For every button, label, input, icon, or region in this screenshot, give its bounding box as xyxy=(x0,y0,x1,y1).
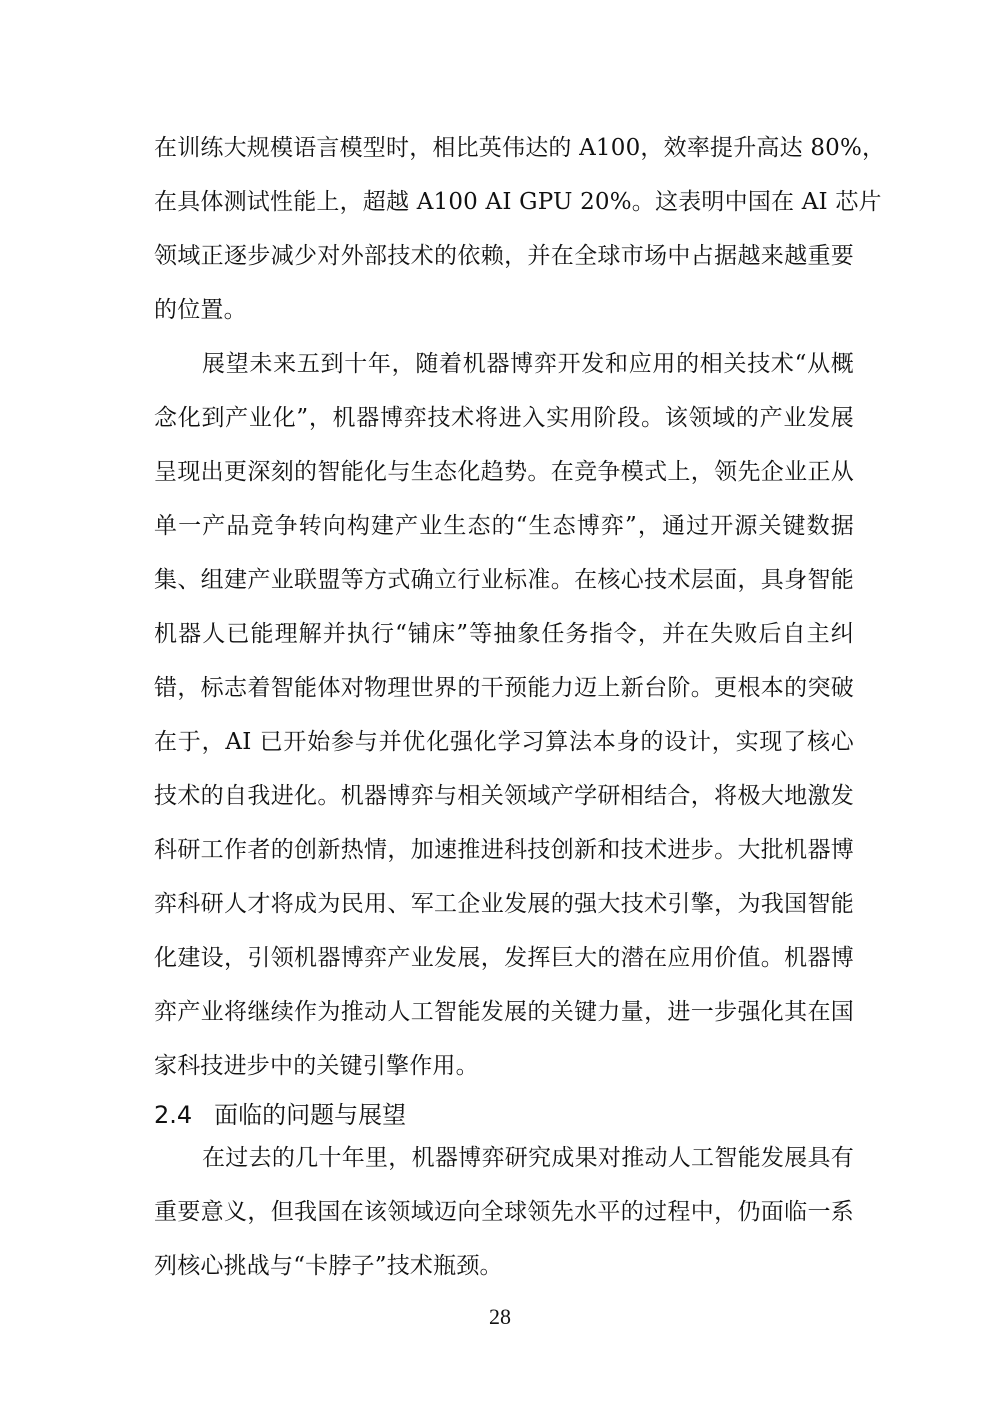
section-title: 面临的问题与展望 xyxy=(214,1101,407,1129)
text-line: 的位置。 xyxy=(154,297,247,323)
section-heading xyxy=(154,1096,854,1138)
text-line: 展望未来五到十年，随着机器博弈开发和应用的相关技术“从概 xyxy=(202,351,854,377)
text-line: 领域正逐步减少对外部技术的依赖，并在全球市场中占据越来越重要 xyxy=(154,243,854,269)
body-text xyxy=(154,128,886,1300)
text-line: 念化到产业化”，机器博弈技术将进入实用阶段。该领域的产业发展 xyxy=(154,405,854,431)
text-line: 重要意义，但我国在该领域迈向全球领先水平的过程中，仍面临一系 xyxy=(154,1199,854,1225)
paragraph-2 xyxy=(154,344,854,1100)
text-line: 集、组建产业联盟等方式确立行业标准。在核心技术层面，具身智能 xyxy=(154,567,854,593)
text-line: 化建设，引领机器博弈产业发展，发挥巨大的潜在应用价值。机器博 xyxy=(154,945,854,971)
text-line: 家科技进步中的关键引擎作用。 xyxy=(154,1053,479,1079)
text-line: 技术的自我进化。机器博弈与相关领域产学研相结合，将极大地激发 xyxy=(154,783,854,809)
paragraph-3 xyxy=(154,1138,854,1300)
text-line: 弈科研人才将成为民用、军工企业发展的强大技术引擎，为我国智能 xyxy=(154,891,854,917)
section-number: 2.4 xyxy=(154,1101,193,1129)
text-line: 科研工作者的创新热情，加速推进科技创新和技术进步。大批机器博 xyxy=(154,837,854,863)
text-line: 机器人已能理解并执行“铺床”等抽象任务指令，并在失败后自主纠 xyxy=(154,621,854,647)
paragraph-1 xyxy=(154,128,886,344)
text-line: 在于，AI 已开始参与并优化强化学习算法本身的设计，实现了核心 xyxy=(154,729,854,755)
text-line: 在训练大规模语言模型时，相比英伟达的 A100，效率提升高达 80%， xyxy=(154,135,886,161)
text-line: 弈产业将继续作为推动人工智能发展的关键力量，进一步强化其在国 xyxy=(154,999,854,1025)
page-number: 28 xyxy=(489,1304,511,1329)
text-line: 在具体测试性能上，超越 A100 AI GPU 20%。这表明中国在 AI 芯片 xyxy=(154,189,882,215)
text-line: 错，标志着智能体对物理世界的干预能力迈上新台阶。更根本的突破 xyxy=(154,675,854,701)
text-line: 单一产品竞争转向构建产业生态的“生态博弈”，通过开源关键数据 xyxy=(154,513,854,539)
text-line: 在过去的几十年里，机器博弈研究成果对推动人工智能发展具有 xyxy=(202,1145,854,1171)
text-line: 列核心挑战与“卡脖子”技术瓶颈。 xyxy=(154,1253,503,1279)
text-line: 呈现出更深刻的智能化与生态化趋势。在竞争模式上，领先企业正从 xyxy=(154,459,854,485)
